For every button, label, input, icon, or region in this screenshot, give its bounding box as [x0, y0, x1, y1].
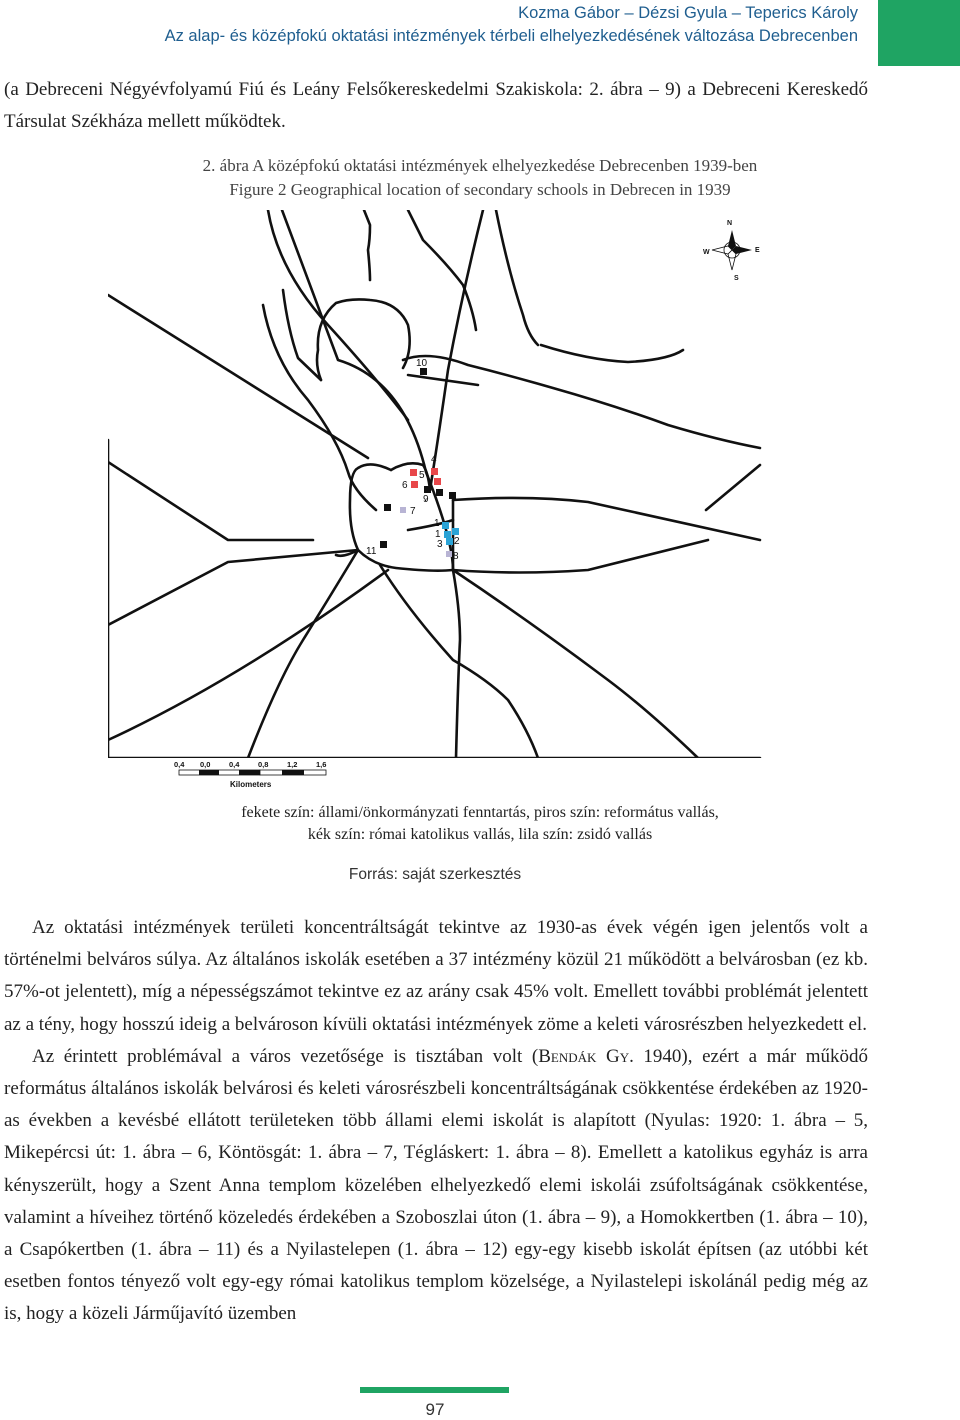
legend-line-1: fekete szín: állami/önkormányzati fenntartás, piros szín: református vallás, [241, 804, 719, 821]
figure-caption [0, 154, 960, 202]
citation-bendak: Bendák Gy. [538, 1045, 634, 1067]
marker-label-4: 4 [431, 454, 437, 465]
marker-1b [444, 531, 451, 538]
scale-tick-5: 1,6 [316, 760, 327, 769]
marker-extra-red [434, 478, 441, 485]
marker-8 [446, 551, 452, 557]
header-authors: Kozma Gábor – Dézsi Gyula – Teperics Károly [518, 4, 858, 22]
map-legend [100, 802, 860, 846]
marker-label-5: 5 [419, 470, 425, 481]
caption-english: Figure 2 Geographical location of secondary schools in Debrecen in 1939 [229, 180, 731, 199]
footer-accent-bar [360, 1387, 509, 1393]
marker-label-8: 8 [453, 551, 459, 562]
figure-source: Forrás: saját szerkesztés [348, 866, 522, 883]
scale-tick-1: 0,0 [200, 760, 211, 769]
body-text [4, 912, 868, 1331]
intro-paragraph: (a Debreceni Négyévfolyamú Fiú és Leány Felsőkereskedelmi Szakiskola: 2. ábra – 9) a Debreceni Kereskedő Társulat Székháza mellett működtek. [4, 79, 868, 133]
marker-extra-black-b [436, 489, 443, 496]
marker-2 [452, 528, 459, 535]
marker-1a [442, 522, 449, 529]
scale-unit-label: Kilometers [230, 780, 272, 789]
marker-label-7: 7 [410, 506, 416, 517]
paragraph-2-after: 1940), ezért a már működő református általános iskolák belvárosi és keleti városrészbeli koncentráltságának csökkentése érdekében az 1920-as években a kevésbé ellátott területeken több állami elemi iskolát is alapított (Nyulas: 1920: 1. ábra – 5, Mikepércsi út: 1. ábra – 6, Köntösgát: 1. ábra – 7, Tégláskert: 1. ábra – 8). Emellett a katolikus egyház is arra kényszerült, hogy a Szent Anna templom közelében elhelyezkedő elemi iskolái zsúfoltságának csökkentése, valamint a híveihez történő közeledés érdekében a Szoboszlai úton (1. ábra – 9), a Homokkertben (1. ábra – 10), a Csapókertben (1. ábra – 11) és a Nyilastelepen (1. ábra – 12) egy-egy kisebb iskolát építsen (az utóbbi két esetben fontos tényező volt egy-egy római katolikus templom közelsége, a Nyilastelepi iskolánál pedig még az is, hogy a közeli Járműjavító üzemben [4, 1045, 869, 1325]
marker-label-10: 10 [416, 358, 428, 369]
header-title: Az alap- és középfokú oktatási intézmények térbeli elhelyezkedésének változása Debrecenben [164, 27, 858, 45]
body-paragraph-1: Az oktatási intézmények területi koncentráltságát tekintve az 1930-as évek végén igen jelentős volt a történelmi belváros súlya. Az általános iskolák esetében a 37 intézmény közül 21 működött a belvárosban (ez kb. 57%-ot jelentett), míg a népességszámot tekintve ez az arány csak 45% volt. Emellett további problémát jelentett az a tény, hogy hosszú ideig a belvároson kívüli oktatási intézmények zöme a keleti városrészben helyezkedett el. [4, 917, 868, 1035]
marker-label-11: 11 [366, 546, 377, 557]
marker-4 [431, 468, 438, 475]
marker-label-2: 2 [454, 536, 460, 547]
school-location-map [108, 210, 763, 790]
scale-tick-4: 1,2 [287, 760, 298, 769]
marker-label-9: 9 [423, 494, 429, 505]
header-accent-block [878, 0, 960, 66]
marker-7 [400, 507, 406, 513]
page-number: 97 [425, 1400, 445, 1419]
marker-extra-black-c [449, 492, 456, 499]
marker-6 [411, 481, 418, 488]
marker-extra-black-a [424, 486, 431, 493]
marker-label-3: 3 [437, 539, 443, 550]
scale-tick-3: 0,8 [258, 760, 269, 769]
marker-label-6: 6 [402, 480, 408, 491]
paragraph-2-before: Az érintett problémával a város vezetősége is tisztában volt ( [32, 1045, 539, 1067]
marker-black-west [384, 504, 391, 511]
marker-3 [446, 538, 453, 545]
running-header [165, 2, 858, 48]
caption-hungarian: 2. ábra A középfokú oktatási intézmények elhelyezkedése Debrecenben 1939-ben [202, 156, 758, 175]
scale-tick-0: 0,4 [174, 760, 185, 769]
marker-10 [420, 368, 427, 375]
marker-label-1a: 1 [434, 518, 440, 529]
compass-s-label: S [734, 275, 739, 282]
compass-w-label: W [703, 249, 710, 256]
compass-e-label: E [755, 247, 760, 254]
marker-label-1b: 1 [435, 529, 441, 540]
compass-n-label: N [727, 220, 733, 227]
marker-5 [410, 469, 417, 476]
scale-tick-2: 0,4 [229, 760, 240, 769]
body-paragraph-2 [4, 1041, 868, 1331]
legend-line-2: kék szín: római katolikus vallás, lila szín: zsidó vallás [307, 826, 653, 843]
marker-11 [380, 541, 387, 548]
